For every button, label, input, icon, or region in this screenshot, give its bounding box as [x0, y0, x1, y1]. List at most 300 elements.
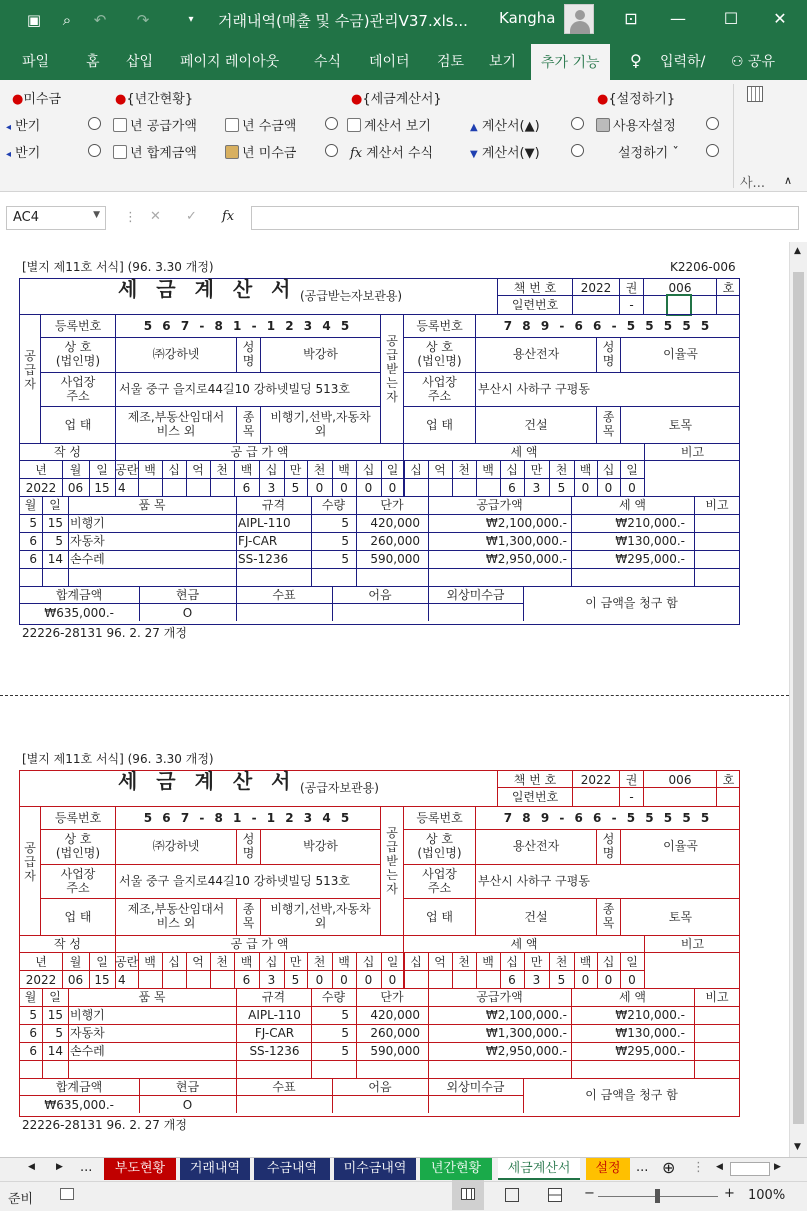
row-price: 260,000 — [370, 534, 420, 548]
row-day: 14 — [47, 1044, 63, 1058]
insert-function-icon[interactable]: fx — [222, 209, 235, 224]
grid-line-h — [19, 443, 740, 444]
buyer-biz-item: 토목 — [668, 910, 693, 924]
amount-col-header: 천 — [313, 955, 326, 969]
tax-digit: 6 — [508, 481, 516, 495]
grid-line-h — [19, 1024, 740, 1025]
item-col-header: 세 액 — [619, 498, 646, 512]
user-name[interactable]: Kangha — [499, 9, 556, 27]
hscroll-right-icon[interactable]: ▶ — [774, 1162, 781, 1172]
minimize-icon[interactable]: — — [670, 9, 686, 28]
grid-line-h — [403, 864, 740, 865]
ribbon-label: 년 합계금액 — [130, 146, 197, 161]
invoice-view-button[interactable] — [347, 115, 431, 134]
ceo-label: 성 명 — [242, 832, 255, 860]
buyer-ceo: 이율곡 — [663, 839, 698, 853]
grid-line-h — [19, 935, 740, 936]
address-label: 사업장 주소 — [422, 375, 457, 403]
more-sheets-left[interactable]: ... — [80, 1160, 93, 1175]
total-col-header: 현금 — [175, 588, 200, 602]
total-col-header: 외상미수금 — [446, 1080, 505, 1094]
supplier-biz-type: 제조,부동산임대서 비스 외 — [127, 410, 225, 438]
total-col-header: 어음 — [368, 588, 392, 602]
amount-col-header: 십 — [265, 955, 278, 969]
grid-line-h — [403, 372, 740, 373]
invoice-formula-button[interactable] — [350, 142, 433, 161]
share-label: 공유 — [748, 54, 776, 70]
item-col-header: 공급가액 — [476, 990, 523, 1004]
formula-input[interactable] — [251, 206, 799, 230]
year-total-button[interactable] — [113, 142, 197, 161]
triangle-down-icon: ▼ — [470, 149, 478, 160]
ribbon-separator — [733, 84, 734, 188]
total-col-header: 수표 — [272, 588, 296, 602]
sheet-icon — [225, 118, 239, 132]
scroll-up-icon[interactable]: ▲ — [794, 246, 801, 256]
book-unit: 권 — [625, 281, 638, 295]
page-layout-icon[interactable] — [505, 1188, 519, 1202]
item-col-header: 규격 — [261, 990, 286, 1004]
active-cell[interactable] — [666, 294, 692, 316]
claim-text: 이 금액을 청구 함 — [585, 1088, 678, 1102]
date-month: 06 — [67, 481, 84, 495]
row-month: 5 — [29, 516, 37, 530]
hscroll-thumb[interactable] — [730, 1162, 770, 1176]
reg-label: 등록번호 — [54, 811, 102, 825]
amount-col-header: 십 — [362, 463, 375, 477]
amount-col-header: 천 — [313, 463, 326, 477]
check-icon[interactable]: ✓ — [186, 209, 197, 224]
ceo-label: 성 명 — [602, 832, 615, 860]
copy-label: (공급받는자보관용) — [300, 289, 403, 303]
made-label: 작 성 — [54, 445, 81, 459]
ribbon-yearly[interactable] — [115, 88, 193, 107]
more-sheets-right[interactable]: ... — [636, 1160, 649, 1175]
biz-type-label: 업 태 — [64, 418, 92, 432]
grid-line-h — [19, 603, 523, 604]
ribbon-settings[interactable] — [597, 88, 675, 107]
amount-col-header: 억 — [434, 955, 446, 969]
zoom-thumb[interactable] — [655, 1189, 660, 1203]
row-item: 손수레 — [70, 552, 105, 566]
grid-line-h — [19, 1006, 740, 1007]
calendar-icon — [113, 118, 127, 132]
row-tax: ₩295,000.- — [615, 1044, 685, 1058]
grid-line-h — [403, 829, 740, 830]
biz-type-label: 업 태 — [64, 910, 92, 924]
row-item: 자동차 — [70, 1026, 105, 1040]
serial-label: 일련번호 — [511, 298, 559, 312]
chevron-down-icon[interactable]: ▼ — [93, 210, 100, 220]
status-bar — [0, 1181, 807, 1211]
ribbon-label: 년 공급가액 — [130, 119, 197, 134]
supply-digit: 6 — [242, 973, 251, 987]
supplier-name: ㈜강하넷 — [152, 839, 200, 853]
tab-file[interactable]: 파일 — [22, 54, 50, 70]
tax-digit: 5 — [557, 973, 566, 987]
tab-insert[interactable]: 삽입 — [126, 54, 154, 70]
maximize-icon[interactable]: ☐ — [723, 9, 739, 28]
amount-col-header: 십 — [506, 463, 518, 477]
row-day: 5 — [55, 1026, 63, 1040]
radio-half-2[interactable] — [88, 144, 101, 157]
tax-digit: 5 — [557, 481, 566, 495]
book-label: 책 번 호 — [513, 773, 557, 787]
tell-me-input[interactable]: 입력하/ — [660, 54, 706, 70]
grid-line-h — [19, 496, 740, 497]
item-col-header: 비고 — [705, 990, 729, 1004]
footer-code: 22226-28131 96. 2. 27 개정 — [22, 1118, 187, 1132]
amount-col-header: 십 — [168, 463, 180, 477]
supply-digit: 0 — [315, 481, 324, 495]
name-label: 상 호 (법인명) — [417, 340, 462, 368]
row-amount: ₩2,950,000.- — [485, 1044, 567, 1058]
print-preview-icon[interactable]: ⌕ — [62, 11, 72, 29]
buyer-side-label: 공급받는자 — [386, 334, 398, 404]
supply-digit: 0 — [340, 481, 348, 495]
name-label: 상 호 (법인명) — [55, 340, 101, 368]
year-collect-button[interactable] — [225, 115, 296, 134]
next-sheet-icon[interactable]: ▶ — [56, 1162, 63, 1172]
amount-col-header: 일 — [626, 955, 638, 969]
amount-col-header: 억 — [434, 463, 446, 477]
amount-col-header: 일 — [386, 463, 399, 477]
row-price: 420,000 — [370, 1008, 420, 1022]
date-year: 2022 — [25, 973, 57, 987]
grid-line-h — [403, 337, 740, 338]
amount-col-header: 일 — [626, 463, 638, 477]
amount-col-header: 백 — [579, 955, 592, 969]
redo-icon[interactable]: ↷ — [136, 11, 150, 29]
item-col-header: 공급가액 — [476, 498, 523, 512]
total-col-header: 합계금액 — [55, 1080, 103, 1094]
half-year-down-button[interactable] — [6, 142, 40, 161]
book-no: 006 — [668, 773, 692, 787]
tax-digit: 0 — [604, 481, 613, 495]
zoom-out-icon[interactable]: − — [584, 1186, 595, 1201]
tab-data[interactable]: 데이터 — [369, 54, 410, 70]
date-day: 15 — [94, 973, 110, 987]
date-year: 2022 — [25, 481, 57, 495]
row-price: 420,000 — [370, 516, 420, 530]
buyer-side-label: 공급받는자 — [386, 826, 398, 896]
grid-line-h — [19, 1042, 740, 1043]
share-icon: ⚇ — [731, 54, 744, 70]
supplier-address: 서울 중구 을지로44길10 강하넷빌딩 513호 — [119, 874, 350, 888]
amount-col-header: 월 — [69, 955, 82, 969]
row-day: 14 — [47, 552, 63, 566]
cash-mark: O — [182, 606, 193, 620]
tab-formulas[interactable]: 수식 — [314, 54, 342, 70]
amount-col-header: 십 — [362, 955, 375, 969]
amount-col-header: 천 — [555, 463, 568, 477]
year-supply-button[interactable] — [113, 115, 197, 134]
tax-digit: 3 — [532, 973, 541, 987]
ribbon-label: 계산서 수식 — [366, 146, 434, 161]
ribbon-group-label: 사... — [740, 176, 765, 191]
worksheet[interactable] — [0, 242, 789, 1157]
item-col-header: 일 — [49, 990, 61, 1004]
row-qty: 5 — [341, 516, 349, 530]
bulb-icon: ● — [351, 92, 363, 107]
sheet-tab[interactable]: 설정 — [586, 1158, 630, 1180]
save-icon[interactable]: ▣ — [26, 11, 42, 29]
grid-line-h — [19, 988, 740, 989]
radio-year-2[interactable] — [325, 144, 338, 157]
total-col-header: 수표 — [272, 1080, 296, 1094]
buyer-name: 용산전자 — [512, 839, 560, 853]
sheet-tab[interactable]: 년간현황 — [420, 1158, 492, 1180]
amount-col-header: 십 — [410, 955, 422, 969]
amount-col-header: 백 — [482, 463, 494, 477]
radio-settings-2[interactable] — [706, 144, 719, 157]
book-ho: 호 — [722, 773, 735, 787]
supplier-side-label: 공급자 — [24, 841, 36, 883]
status-ready: 준비 — [8, 1192, 34, 1207]
supplier-ceo: 박강하 — [303, 347, 338, 361]
row-price: 260,000 — [370, 1026, 420, 1040]
supplier-name: ㈜강하넷 — [152, 347, 200, 361]
item-col-header: 수량 — [321, 498, 346, 512]
supplier-ceo: 박강하 — [303, 839, 338, 853]
supply-digit: 0 — [364, 973, 373, 987]
ribbon-label: {년간현황} — [126, 92, 194, 107]
row-spec: AIPL-110 — [248, 1008, 301, 1022]
radio-half-1[interactable] — [88, 117, 101, 130]
tab-page-layout[interactable]: 페이지 레이아웃 — [180, 54, 280, 70]
tab-view[interactable]: 보기 — [489, 54, 517, 70]
normal-view-icon[interactable] — [452, 1180, 484, 1210]
item-col-header: 월 — [24, 498, 37, 512]
grid-line-v — [380, 806, 381, 935]
serial-value: - — [629, 790, 634, 804]
add-sheet-icon[interactable]: ⊕ — [662, 1158, 676, 1177]
amount-col-header: 백 — [579, 463, 592, 477]
supply-digit: 5 — [291, 481, 300, 495]
tax-label: 세 액 — [510, 937, 538, 951]
name-box[interactable] — [6, 206, 106, 230]
sheet-tab[interactable]: 미수금내역 — [334, 1158, 416, 1180]
amount-col-header: 월 — [69, 463, 82, 477]
amount-col-header: 만 — [530, 955, 543, 969]
amount-col-header: 년 — [35, 955, 47, 969]
row-month: 6 — [29, 534, 37, 548]
ribbon-label: 미수금 — [23, 92, 62, 107]
triangle-down-icon: ◂ — [6, 149, 12, 160]
row-qty: 5 — [341, 534, 349, 548]
amount-col-header: 십 — [602, 955, 615, 969]
ribbon-display-icon[interactable]: ⊡ — [624, 9, 638, 28]
user-settings-button[interactable] — [596, 115, 676, 134]
lightbulb-icon[interactable]: ♀ — [630, 51, 642, 70]
biz-item-label: 종 목 — [602, 902, 615, 930]
triangle-up-icon: ◂ — [6, 122, 12, 133]
hscroll-left-icon[interactable]: ◀ — [716, 1162, 723, 1172]
grid-line-h — [19, 1078, 740, 1079]
grid-line-h — [19, 460, 740, 461]
customize-qat-icon[interactable]: ▾ — [188, 14, 194, 25]
tab-add-ins[interactable]: 추가 기능 — [531, 44, 610, 80]
supply-digit: 0 — [340, 973, 348, 987]
settings-dropdown[interactable]: 설정하기 ˇ — [618, 146, 679, 161]
ribbon-label: 계산서(▲) — [481, 119, 540, 134]
tab-review[interactable]: 검토 — [437, 54, 465, 70]
row-day: 15 — [47, 516, 63, 530]
ribbon-label: 년 미수금 — [242, 146, 297, 161]
address-label: 사업장 주소 — [60, 867, 96, 895]
undo-icon[interactable]: ↶ — [93, 11, 107, 29]
supplier-side-label: 공급자 — [24, 349, 36, 391]
row-item: 비행기 — [70, 1008, 105, 1022]
claim-text: 이 금액을 청구 함 — [585, 596, 678, 610]
amount-col-header: 만 — [289, 463, 302, 477]
made-label: 작 성 — [54, 937, 81, 951]
supply-digit: 3 — [267, 973, 276, 987]
item-col-header: 수량 — [321, 990, 346, 1004]
grid-line-h — [40, 337, 380, 338]
name-label: 상 호 (법인명) — [417, 832, 462, 860]
sheet-tab[interactable]: 거래내역 — [180, 1158, 250, 1180]
total-col-header: 어음 — [368, 1080, 392, 1094]
cancel-icon[interactable]: ✕ — [150, 209, 161, 224]
row-item: 비행기 — [70, 516, 105, 530]
page-break-line — [0, 695, 789, 696]
ribbon-label: 반기 — [15, 146, 41, 161]
scroll-thumb[interactable] — [793, 272, 804, 1124]
biz-type-label: 업 태 — [426, 910, 453, 924]
amount-col-header: 년 — [35, 463, 47, 477]
grid-line-h — [403, 898, 740, 899]
ribbon-label: {세금계산서} — [362, 92, 442, 107]
invoice-up-button[interactable] — [470, 115, 540, 134]
invoice-title: 세 금 계 산 서 — [118, 277, 297, 301]
supply-digit: 0 — [315, 973, 324, 987]
reg-label: 등록번호 — [416, 811, 463, 825]
menu-bar — [0, 40, 807, 80]
grid-view-icon[interactable] — [747, 86, 763, 102]
amount-col-header: 백 — [338, 463, 350, 477]
amount-col-header: 십 — [602, 463, 615, 477]
biz-item-label: 종 목 — [242, 902, 255, 930]
triangle-up-icon: ▲ — [470, 122, 478, 133]
ribbon-label: 사용자설정 — [613, 119, 676, 134]
row-day: 15 — [47, 1008, 63, 1022]
row-item: 자동차 — [70, 534, 105, 548]
amount-col-header: 백 — [338, 955, 350, 969]
item-col-header: 월 — [24, 990, 37, 1004]
item-col-header: 단가 — [380, 990, 404, 1004]
bulb-icon: ● — [115, 92, 127, 107]
close-icon[interactable]: ✕ — [773, 9, 787, 28]
row-amount: ₩2,100,000.- — [485, 1008, 567, 1022]
vertical-scrollbar[interactable] — [789, 242, 807, 1157]
sheet-tab[interactable]: 부도현황 — [104, 1158, 176, 1180]
supply-digit: 0 — [388, 973, 397, 987]
invoice-title: 세 금 계 산 서 — [118, 769, 297, 793]
formula-bar — [0, 200, 807, 236]
supplier-reg-no: 5 6 7 - 8 1 - 1 2 3 4 5 — [143, 811, 353, 825]
invoice-down-button[interactable] — [470, 142, 540, 161]
book-year: 2022 — [580, 281, 612, 295]
row-day: 5 — [55, 534, 63, 548]
ribbon-tax-invoice[interactable] — [351, 88, 442, 107]
buyer-reg-no: 7 8 9 - 6 6 - 5 5 5 5 5 — [503, 811, 713, 825]
radio-year-1[interactable] — [325, 117, 338, 130]
ribbon-misu[interactable] — [12, 88, 61, 107]
radio-settings-1[interactable] — [706, 117, 719, 130]
row-spec: FJ-CAR — [254, 1026, 295, 1040]
supplier-biz-item: 비행기,선박,자동차 외 — [270, 410, 371, 438]
zoom-level[interactable]: 100% — [748, 1188, 786, 1203]
invoice-form — [0, 256, 789, 646]
row-amount: ₩1,300,000.- — [485, 1026, 567, 1040]
row-qty: 5 — [341, 1026, 349, 1040]
total-col-header: 현금 — [175, 1080, 200, 1094]
item-col-header: 단가 — [380, 498, 404, 512]
buyer-biz-type: 건설 — [524, 910, 548, 924]
ribbon-label: 년 수금액 — [242, 119, 297, 134]
reg-label: 등록번호 — [54, 319, 102, 333]
sheet-tab[interactable]: 수금내역 — [254, 1158, 330, 1180]
avatar[interactable] — [564, 4, 594, 34]
window-title: 거래내역(매출 및 수금)관리V37.xls... — [218, 12, 468, 30]
grid-line-v — [380, 314, 381, 443]
biz-item-label: 종 목 — [602, 410, 615, 438]
supply-amount-label: 공 급 가 액 — [230, 445, 289, 459]
row-price: 590,000 — [370, 1044, 420, 1058]
hscroll-split: ⋮ — [692, 1160, 705, 1175]
zoom-in-icon[interactable]: + — [724, 1186, 735, 1201]
share-button[interactable] — [731, 51, 775, 71]
row-month: 5 — [29, 1008, 37, 1022]
sheet-tab[interactable]: 세금계산서 — [498, 1158, 580, 1180]
buyer-name: 용산전자 — [512, 347, 560, 361]
amount-col-header: 백 — [482, 955, 494, 969]
year-unpaid-button[interactable] — [225, 142, 296, 161]
supply-digit: 0 — [388, 481, 397, 495]
row-tax: ₩210,000.- — [615, 1008, 685, 1022]
row-spec: FJ-CAR — [238, 534, 278, 548]
total-col-header: 외상미수금 — [446, 588, 505, 602]
amount-col-header: 십 — [410, 463, 422, 477]
item-col-header: 세 액 — [619, 990, 646, 1004]
prev-sheet-icon[interactable]: ◀ — [28, 1162, 35, 1172]
radio-invoice-2[interactable] — [571, 144, 584, 157]
cash-mark: O — [182, 1098, 193, 1112]
page-break-view-icon[interactable] — [548, 1188, 562, 1202]
supply-digit: 5 — [291, 973, 300, 987]
row-month: 6 — [29, 1044, 37, 1058]
item-col-header: 일 — [49, 498, 61, 512]
row-amount: ₩2,950,000.- — [485, 552, 567, 566]
supplier-biz-type: 제조,부동산임대서 비스 외 — [127, 902, 225, 930]
row-tax: ₩130,000.- — [615, 1026, 685, 1040]
radio-invoice-1[interactable] — [571, 117, 584, 130]
grid-line-h — [40, 406, 380, 407]
blank-count: 4 — [118, 481, 126, 495]
serial-value: - — [629, 298, 634, 312]
address-label: 사업장 주소 — [60, 375, 96, 403]
scroll-down-icon[interactable]: ▼ — [794, 1142, 801, 1152]
ribbon-label: 반기 — [15, 119, 41, 134]
macro-record-icon[interactable] — [60, 1188, 74, 1200]
buyer-biz-item: 토목 — [668, 418, 693, 432]
tab-home[interactable]: 홈 — [86, 54, 100, 70]
half-year-up-button[interactable] — [6, 115, 40, 134]
ribbon-label: 계산서(▼) — [481, 146, 540, 161]
amount-col-header: 십 — [506, 955, 518, 969]
collapse-ribbon-icon[interactable]: ∧ — [784, 174, 793, 187]
